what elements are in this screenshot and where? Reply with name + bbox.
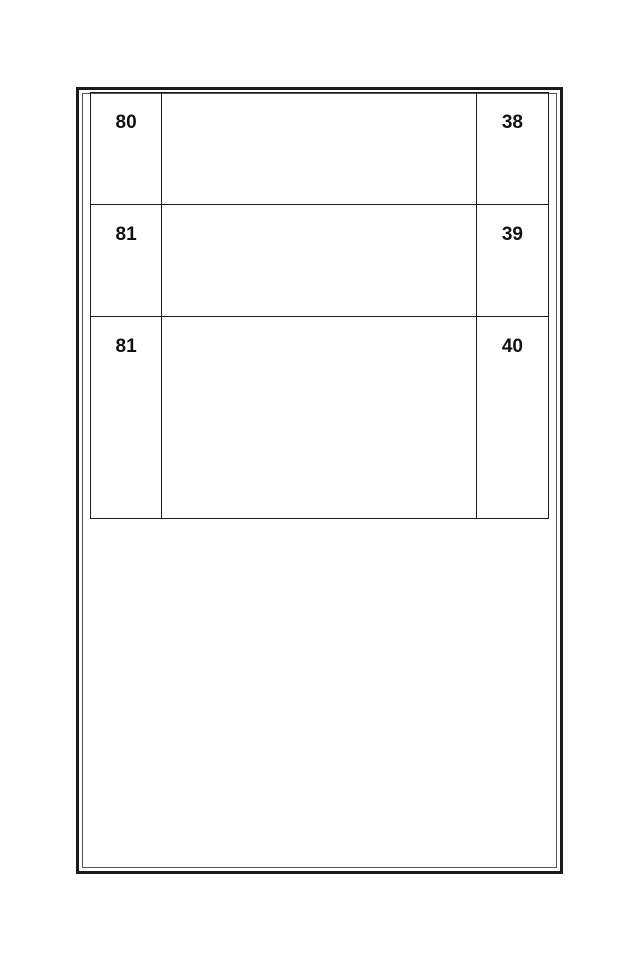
entry-page: 39	[476, 205, 548, 317]
entry-page: 40	[476, 317, 548, 519]
entry-text-line	[162, 139, 476, 185]
entry-number: 80	[91, 93, 162, 205]
table-row	[91, 205, 549, 317]
entry-text-line	[162, 205, 476, 251]
index-table	[90, 92, 549, 519]
entry-page: 38	[476, 93, 548, 205]
table-row	[91, 317, 549, 519]
entry-text-line	[162, 409, 476, 455]
entry-text-line	[162, 317, 476, 363]
entry-text	[162, 93, 477, 205]
entry-number: 81	[91, 317, 162, 519]
entry-text-line	[162, 251, 476, 297]
entry-text-line	[162, 455, 476, 501]
table-row	[91, 93, 549, 205]
entry-number: 81	[91, 205, 162, 317]
entry-text	[162, 317, 477, 519]
entry-text	[162, 205, 477, 317]
entry-text-line	[162, 93, 476, 139]
entry-text-line	[162, 363, 476, 409]
